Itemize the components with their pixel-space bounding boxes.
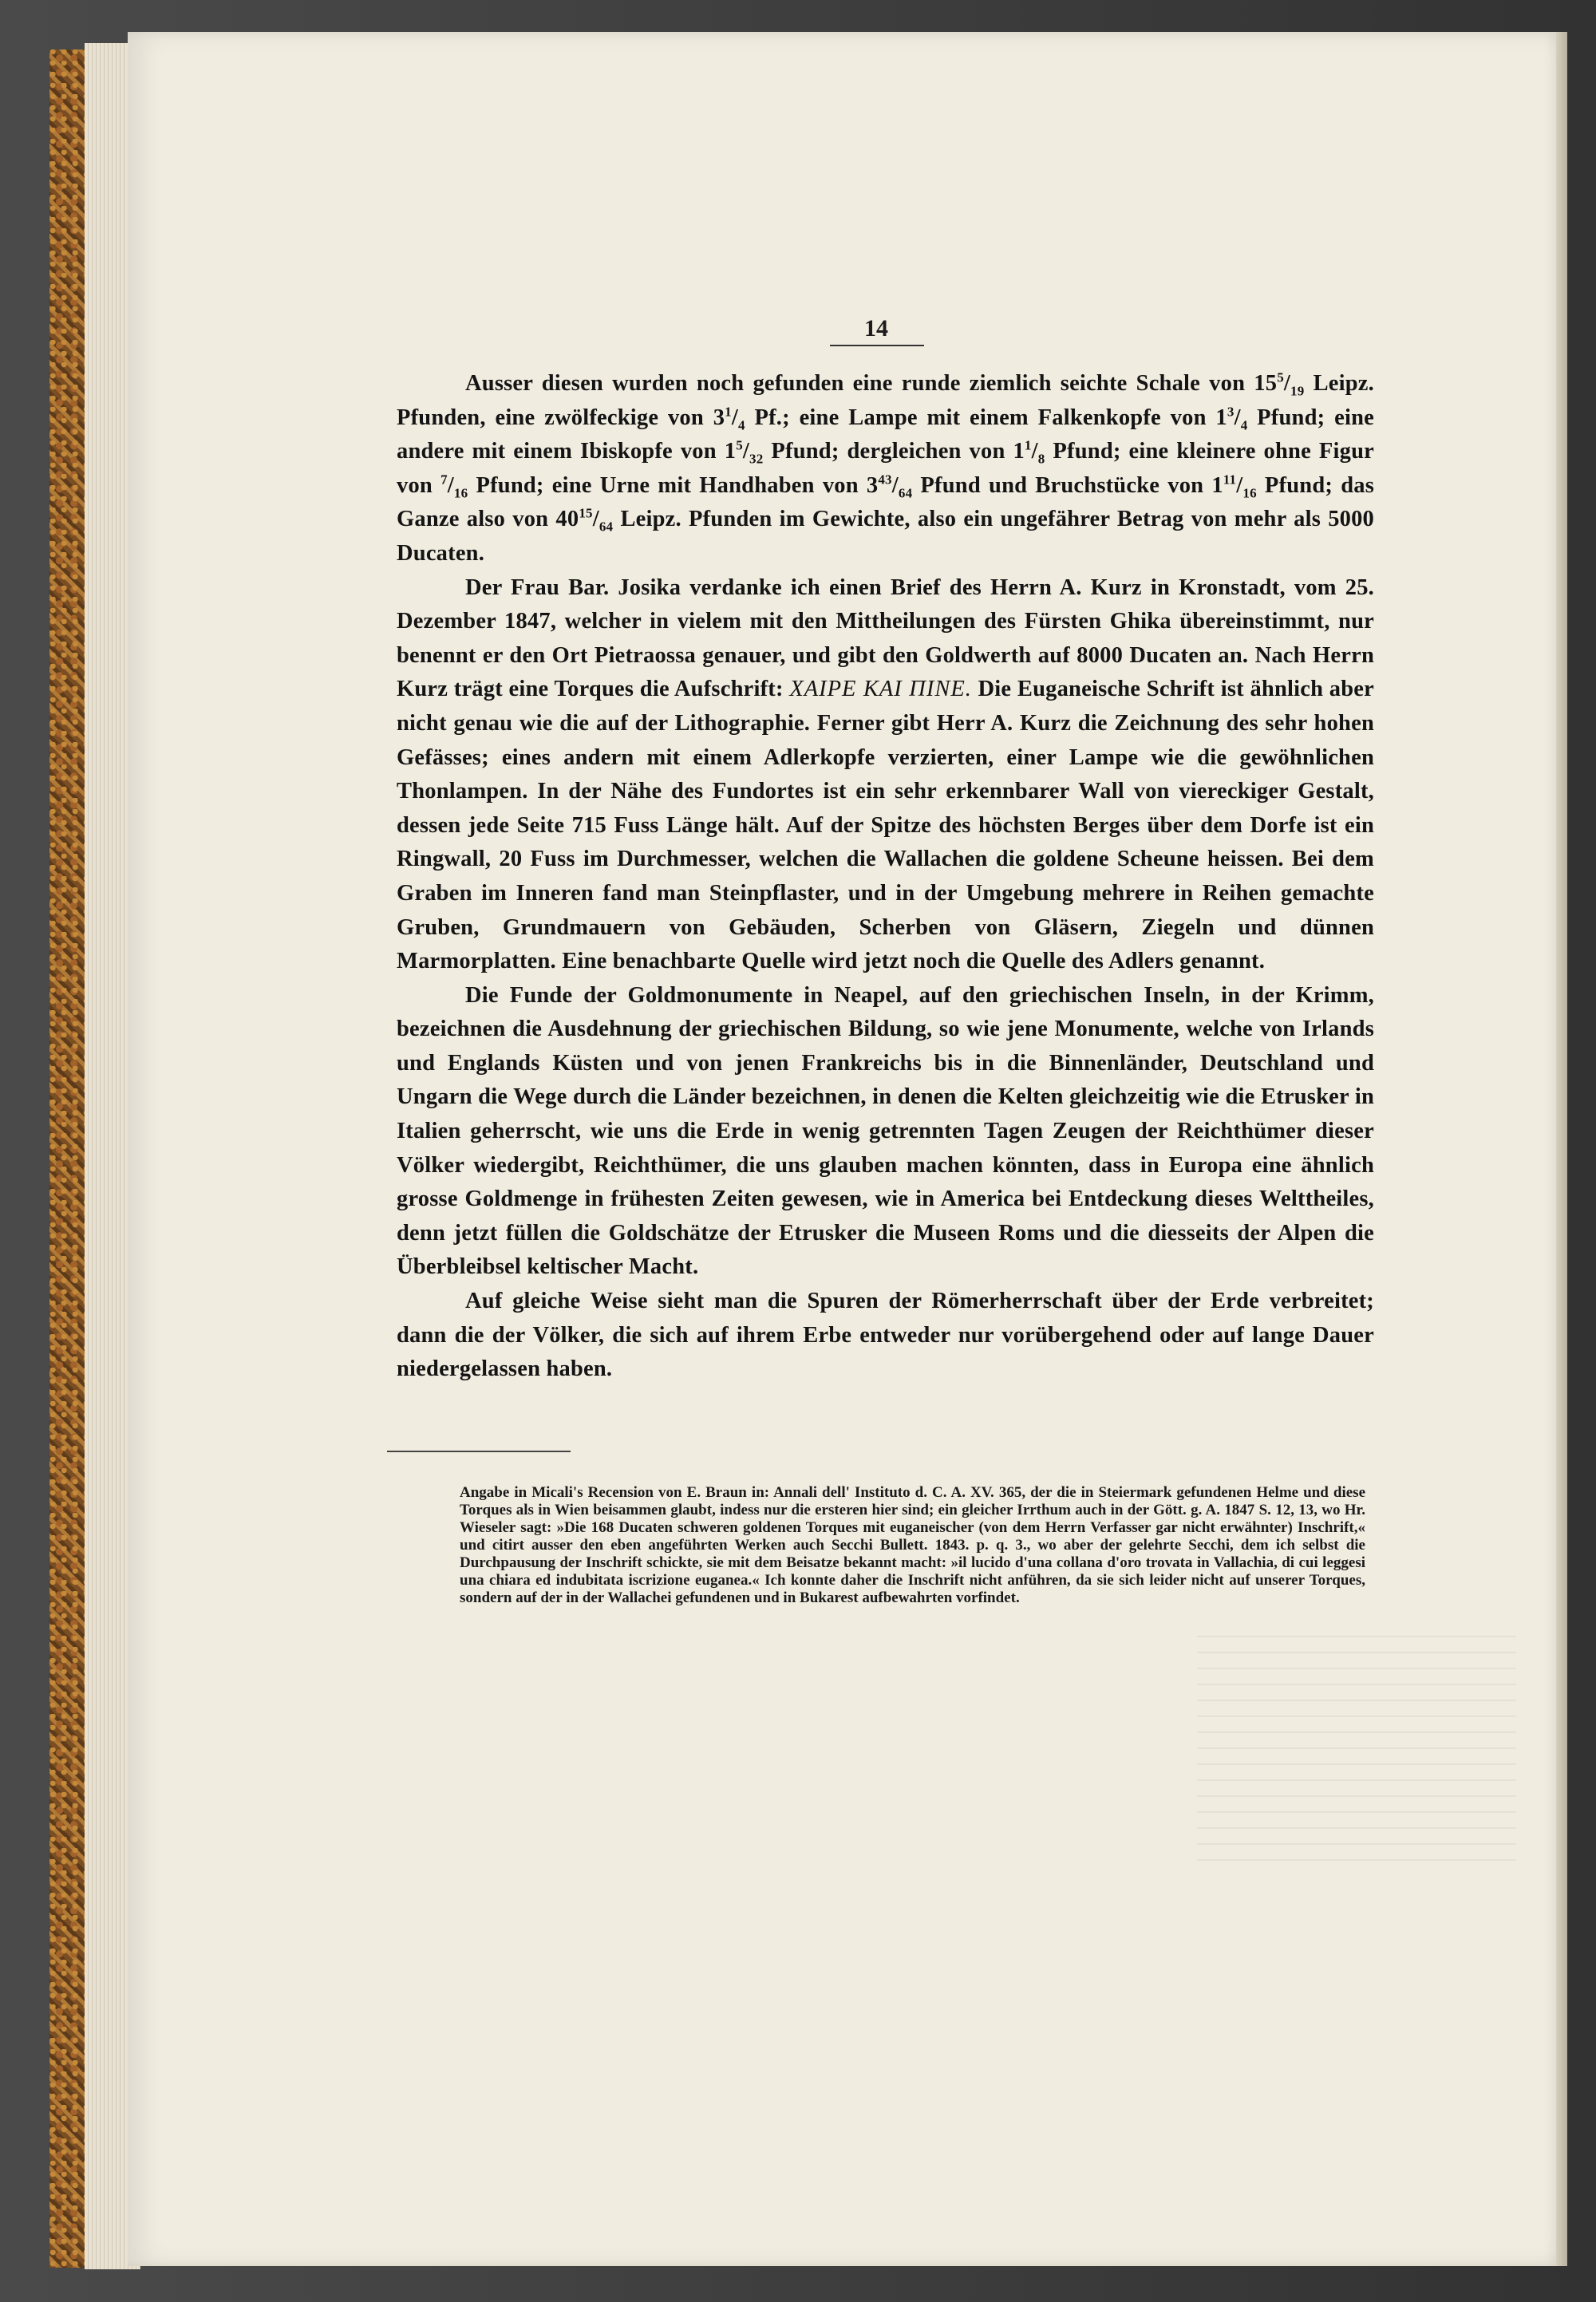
text-run: Ausser diesen wurden noch gefunden eine runde ziemlich seichte Schale von 15 xyxy=(465,371,1278,396)
text-run: Pf.; eine Lampe mit einem Falkenkopfe von 1 xyxy=(745,405,1227,430)
fraction-part: 16 xyxy=(1242,485,1257,501)
page-right-edge xyxy=(1556,32,1567,2266)
fraction-part: 32 xyxy=(749,451,764,467)
text-run: / xyxy=(742,439,750,464)
text-run: Der Frau Bar. Josika verdanke ich einen Brief des Herrn A. Kurz in Kronstadt, vom 25. Dezember 1847, welcher in vielem mit den Mittheilungen des Fürsten Ghika übereinstimmt, nur benennt er den Ort Pietraossa genauer, und gibt den Goldwerth auf 8000 Ducaten an. Nach Herrn Kurz trägt eine Torques die Aufschrift: xyxy=(397,575,1374,702)
fraction-part: 15 xyxy=(579,505,593,521)
text-run: / xyxy=(592,507,599,532)
text-run: / xyxy=(1236,472,1243,498)
text-run: / xyxy=(891,472,899,498)
inscription-text: XAIPE KAI ΠINE. xyxy=(789,677,972,702)
main-text xyxy=(397,367,1374,1387)
fraction-part: 4 xyxy=(1240,417,1248,433)
fraction-part: 4 xyxy=(737,417,745,433)
text-run: / xyxy=(1031,439,1038,464)
fraction-part: 1 xyxy=(725,404,732,420)
fraction-part: 1 xyxy=(1024,437,1032,453)
text-run: Auf gleiche Weise sieht man die Spuren der Römerherrschaft über der Erde verbreitet; dann die der Völker, die sich auf ihrem Erbe entweder nur vorübergehend oder auf lange Dauer niedergelassen haben. xyxy=(397,1289,1374,1382)
paragraph xyxy=(397,571,1374,979)
text-run: / xyxy=(1234,405,1241,430)
text-run: Pfund; dergleichen von 1 xyxy=(763,439,1025,464)
footnote-rule xyxy=(387,1451,571,1452)
fraction-part: 11 xyxy=(1223,472,1237,488)
footnote xyxy=(460,1484,1365,1607)
paragraph xyxy=(397,979,1374,1285)
footnote-text: Angabe in Micali's Recension von E. Braun in: Annali dell' Instituto d. C. A. XV. 365, der die in Steiermark gefundenen Helme und diese Torques als in Wien beisammen glaubt, indess nur die ersteren hier sind; ein gleicher Irrthum auch in der Gött. g. A. 1847 S. 12, 13, wo Hr. Wieseler sagt: »Die 168 Ducaten schweren goldenen Torques mit euganeischer (von dem Herrn Verfasser gar nicht erwähnter) Inschrift,« und citirt ausser den eben angeführten Werken auch Secchi Bullett. 1843. p. q. 3., wo aber der gelehrte Secchi, dem ich selbst die Durchpausung der Inschrift schickte, sie mit dem Beisatze bekannt macht: »il lucido d'una collana d'oro trovata in Vallachia, di cui leggesi una chiara ed indubitata iscrizione euganea.« Ich konnte daher die Inschrift nicht anführen, da sie sich leider nicht auf unserer Torques, sondern auf der in der Wallachei gefundenen und in Bukarest aufbewahrten vorfindet. xyxy=(460,1484,1365,1606)
paragraph xyxy=(397,367,1374,571)
fraction-part: 3 xyxy=(1227,404,1235,420)
text-run: / xyxy=(731,405,738,430)
text-run: Pfund und Bruchstücke von 1 xyxy=(912,472,1223,498)
text-run: Die Euganeische Schrift ist ähnlich aber nicht genau wie die auf der Lithographie. Ferner gibt Herr A. Kurz die Zeichnung des sehr hohen Gefässes; eines andern mit einem Adlerkopfe verzierten, einer Lampe wie die gewöhnlichen Thonlampen. In der Nähe des Fundortes ist ein sehr erkennbarer Wall von viereckiger Gestalt, dessen jede Seite 715 Fuss Länge hält. Auf der Spitze des höchsten Berges über dem Dorfe ist ein Ringwall, 20 Fuss im Durchmesser, welchen die Wallachen die goldene Scheune heissen. Bei dem Graben im Inneren fand man Steinpflaster, und in der Umgebung mehrere in Reihen gemachte Gruben, Grundmauern von Gebäuden, Scherben von Gläsern, Ziegeln und dünnen Marmorplatten. Eine benachbarte Quelle wird jetzt noch die Quelle des Adlers genannt. xyxy=(397,677,1374,974)
show-through-text xyxy=(1197,1636,1516,1875)
fraction-part: 5 xyxy=(736,437,743,453)
text-run: / xyxy=(1283,371,1291,396)
page-number: 14 xyxy=(864,315,888,342)
text-run: / xyxy=(447,472,454,498)
fraction-part: 64 xyxy=(898,485,913,501)
marbled-binding xyxy=(49,49,88,2268)
fraction-part: 8 xyxy=(1037,451,1045,467)
paragraph xyxy=(397,1285,1374,1387)
text-run: Leipz. Pfunden im Gewichte, also ein ungefährer Betrag von mehr als 5000 Ducaten. xyxy=(397,507,1374,566)
fraction-part: 5 xyxy=(1277,369,1284,385)
text-run: Die Funde der Goldmonumente in Neapel, auf den griechischen Inseln, in der Krimm, bezeichnen die Ausdehnung der griechischen Bildung, so wie jene Monumente, welche von Irlands und Englands Küsten und von jenen Frankreichs bis in die Binnenländer, Deutschland und Ungarn die Wege durch die Länder bezeichnen, in denen die Kelten gleichzeitig wie die Etrusker in Italien geherrscht, wie uns die Erde in wenig getrennten Tagen Zeugen der Reichthümer dieser Völker wiedergibt, Reichthümer, die uns glauben machen könnten, dass in Europa eine ähnlich grosse Goldmenge in frühesten Zeiten gewesen, wie in America bei Entdeckung dieses Welttheiles, denn jetzt füllen die Goldschätze der Etrusker die Museen Roms und die diesseits der Alpen die Überbleibsel keltischer Macht. xyxy=(397,982,1374,1280)
page-number-rule xyxy=(830,345,924,346)
fraction-part: 64 xyxy=(598,519,614,535)
text-run: Pfund; eine Urne mit Handhaben von 3 xyxy=(468,472,879,498)
text-run: Pfund; eine kleinere ohne Figur von xyxy=(397,439,1374,498)
fraction-part: 16 xyxy=(453,485,468,501)
fraction-part: 43 xyxy=(878,472,892,488)
text-run: Leipz. Pfunden, eine zwölfeckige von 3 xyxy=(397,371,1374,430)
text-run: Pfund; eine andere mit einem Ibiskopfe von 1 xyxy=(397,405,1374,464)
fraction-part: 7 xyxy=(440,472,448,488)
text-run: Pfund; das Ganze also von 40 xyxy=(397,472,1374,532)
fraction-part: 19 xyxy=(1290,383,1305,399)
